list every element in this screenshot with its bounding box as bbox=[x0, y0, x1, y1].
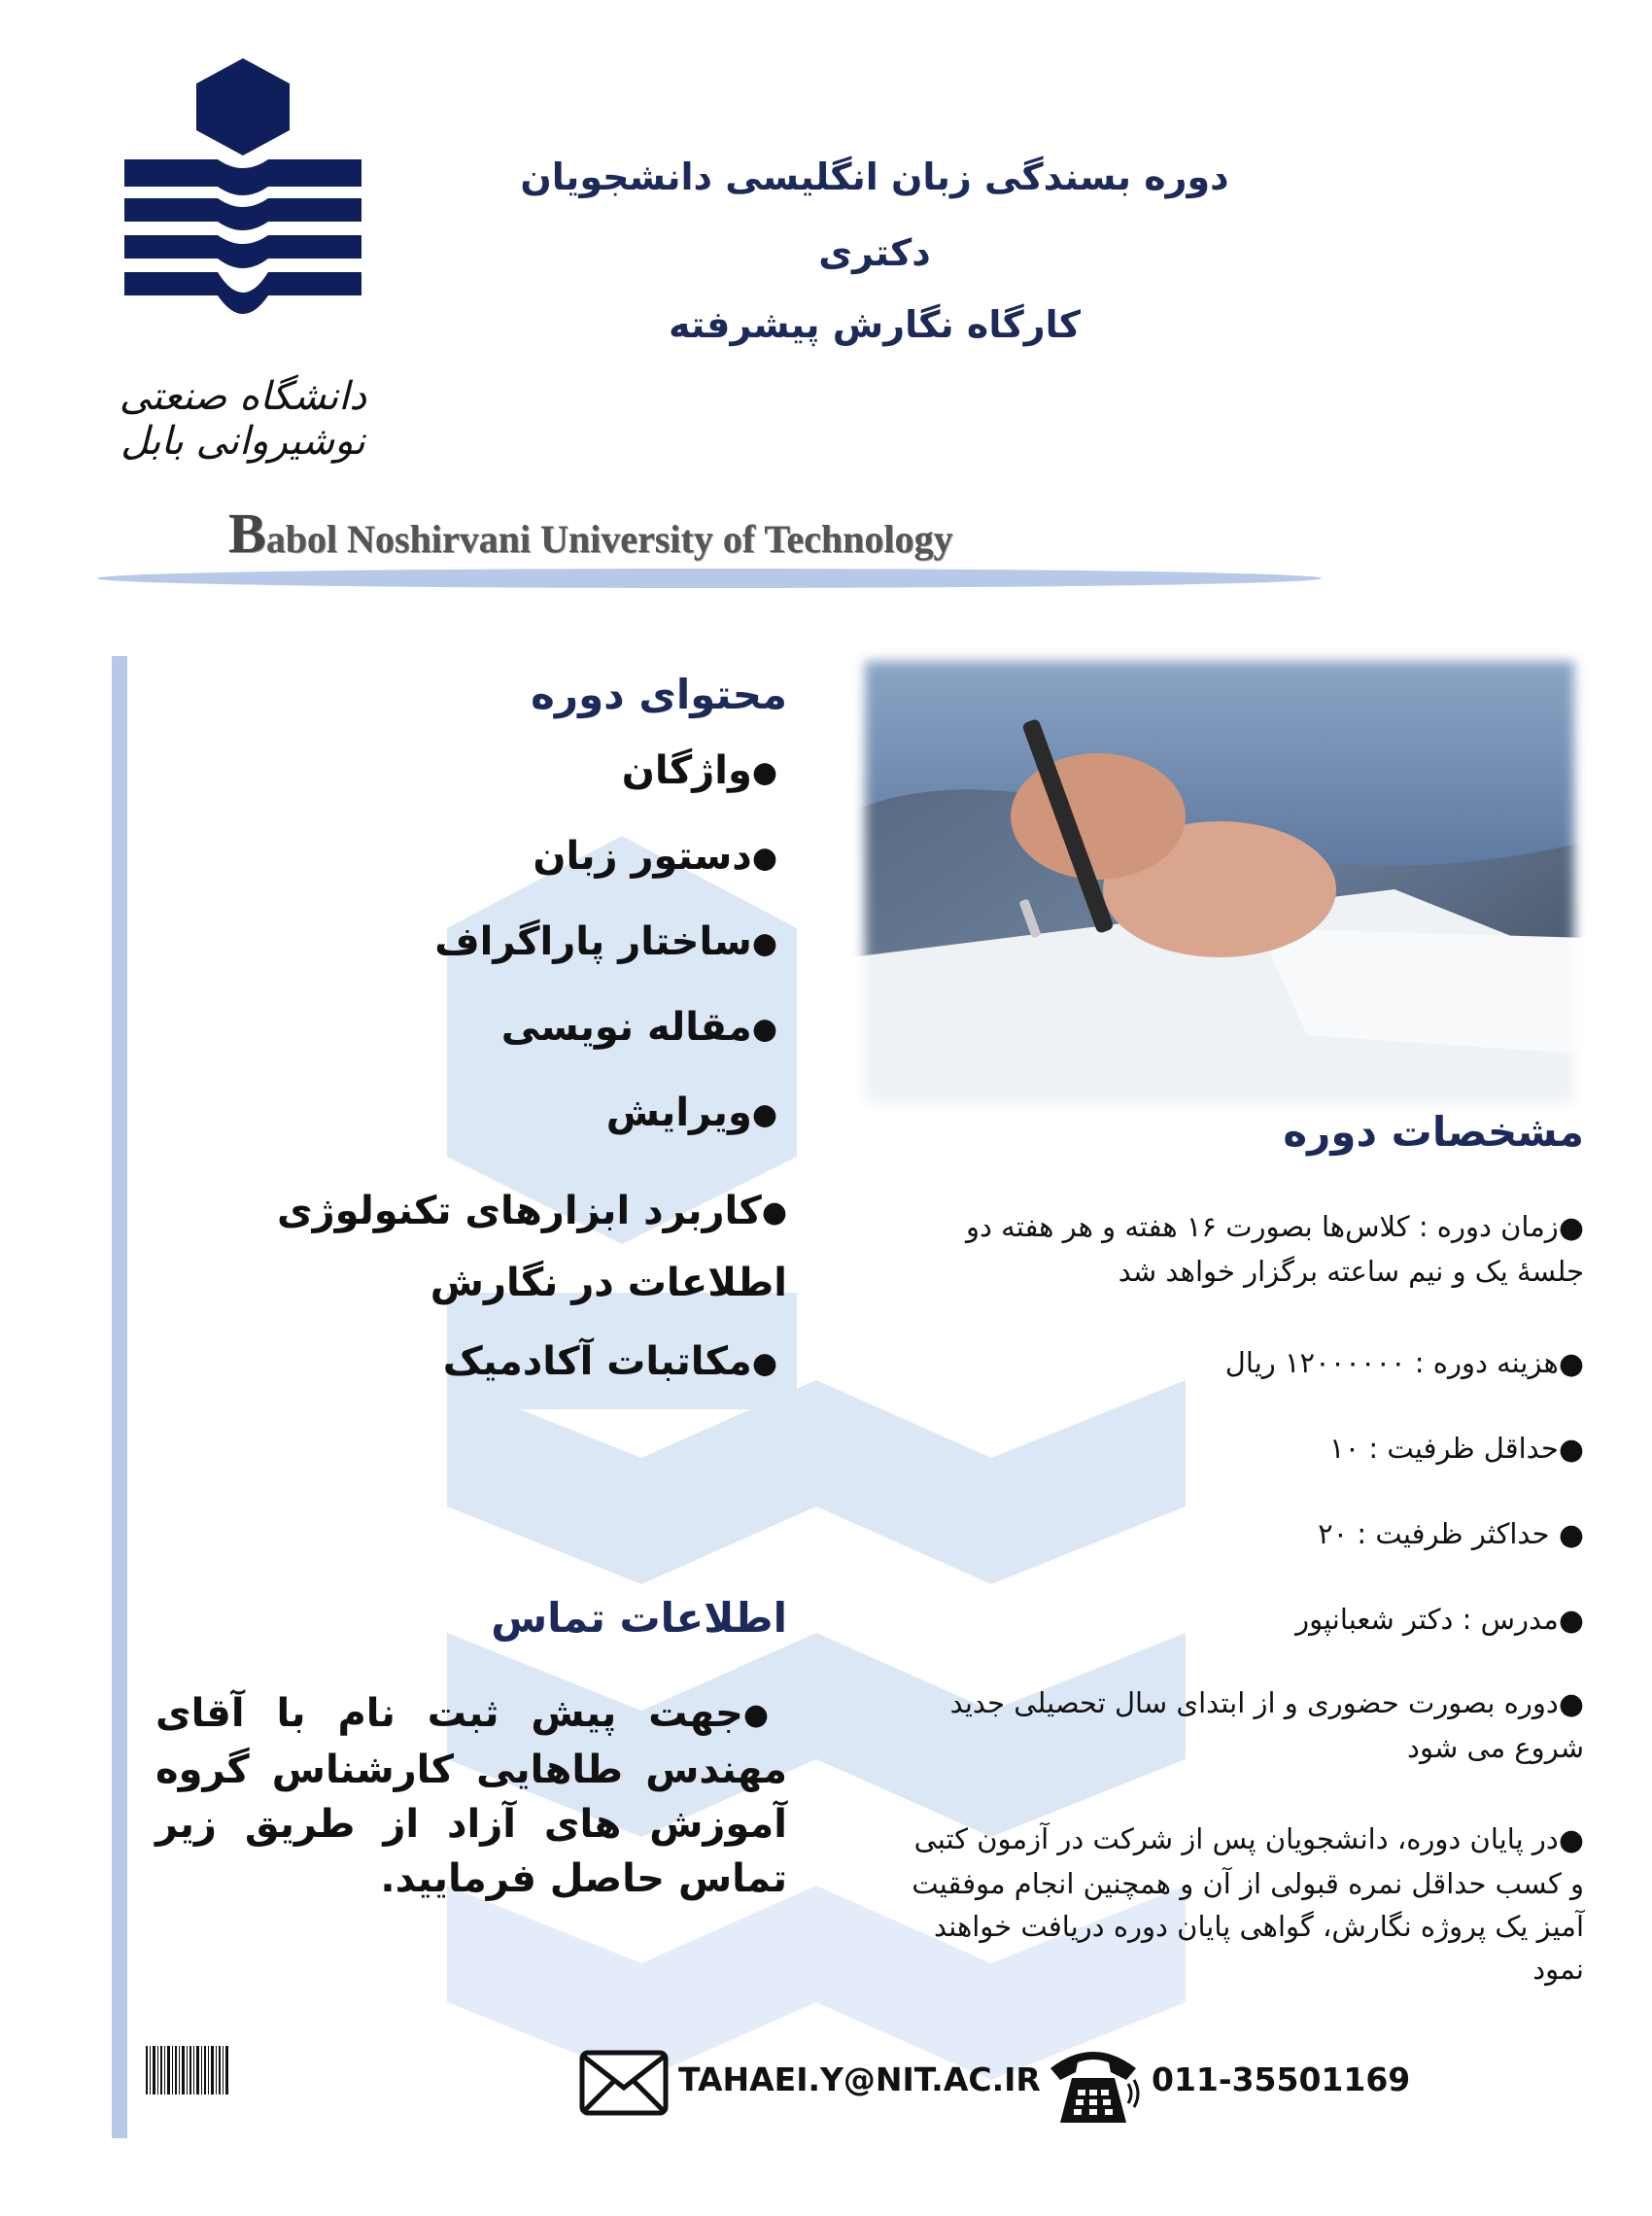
spec-item bbox=[1166, 1427, 1584, 1472]
contact-email[interactable]: TAHAEI.Y@NIT.AC.IR bbox=[678, 2060, 1041, 2098]
spec-item bbox=[933, 1681, 1584, 1769]
bullet-icon: ● bbox=[1558, 1604, 1584, 1638]
contact-info-label: جهت پیش ثبت نام با آقای مهندس طاهایی کارشناس گروه آموزش های آزاد از طریق زیر تماس حاصل فرمایید. bbox=[155, 1691, 787, 1901]
bullet-icon: ● bbox=[1558, 1433, 1584, 1467]
content-item bbox=[525, 1091, 777, 1135]
bullet-icon: ● bbox=[751, 841, 777, 876]
spec-item bbox=[894, 1818, 1584, 1991]
bullet-icon: ● bbox=[1558, 1211, 1584, 1245]
barcode-icon bbox=[146, 2046, 229, 2095]
content-item bbox=[486, 834, 777, 879]
spec-item bbox=[894, 1205, 1584, 1293]
course-title-line-3: کارگاه نگارش پیشرفته bbox=[669, 303, 1081, 346]
contact-info-text bbox=[155, 1686, 787, 1906]
bullet-icon: ● bbox=[751, 926, 777, 961]
content-item-label: واژگان bbox=[621, 748, 752, 793]
content-item bbox=[544, 748, 777, 793]
writing-hand-photo bbox=[850, 646, 1589, 1118]
bullet-icon: ● bbox=[1558, 1687, 1584, 1721]
contact-phone[interactable]: 011-35501169 bbox=[1152, 2060, 1411, 2098]
content-item-label: مقاله نویسی bbox=[500, 1005, 752, 1050]
bullet-icon: ● bbox=[1558, 1823, 1584, 1857]
bullet-icon: ● bbox=[742, 1698, 787, 1732]
spec-item-label: دوره بصورت حضوری و از ابتدای سال تحصیلی جدید شروع می شود bbox=[949, 1686, 1584, 1764]
header-divider bbox=[97, 564, 1322, 593]
bullet-icon: ● bbox=[1558, 1518, 1584, 1552]
bullet-icon: ● bbox=[1558, 1347, 1584, 1381]
spec-item-label: حداکثر ظرفیت : ۲۰ bbox=[1318, 1517, 1559, 1550]
spec-item-label: حداقل ظرفیت : ۱۰ bbox=[1329, 1432, 1559, 1465]
content-item-label: دستور زبان bbox=[533, 834, 752, 879]
content-item-label: ویرایش bbox=[605, 1091, 752, 1135]
left-accent-bar bbox=[112, 656, 127, 2138]
telephone-icon bbox=[1045, 2041, 1142, 2129]
university-english-initial: B bbox=[228, 502, 266, 565]
spec-item-label: در پایان دوره، دانشجویان پس از شرکت در آزمون کتبی و کسب حداقل نمره قبولی از آن و همچنین انجام موفقیت آمیز یک پروژه نگارش، گواهی پایان دوره دریافت خواهند نمود bbox=[912, 1822, 1584, 1986]
spec-item-label: زمان دوره : کلاس‌ها بصورت ۱۶ هفته و هر هفته دو جلسهٔ یک و نیم ساعته برگزار خواهد شد bbox=[966, 1210, 1584, 1288]
mail-icon bbox=[578, 2049, 670, 2117]
content-item bbox=[428, 919, 777, 964]
spec-item-label: مدرس : دکتر شعبانپور bbox=[1295, 1603, 1559, 1636]
bullet-icon: ● bbox=[751, 1346, 777, 1381]
spec-item bbox=[1069, 1341, 1584, 1386]
content-item bbox=[466, 1005, 777, 1050]
content-item bbox=[185, 1176, 787, 1318]
spec-item-label: هزینه دوره : ۱۲۰۰۰۰۰۰ ریال bbox=[1224, 1346, 1559, 1379]
bullet-icon: ● bbox=[751, 1097, 777, 1132]
content-item-label: ساختار پاراگراف bbox=[434, 919, 752, 964]
course-specs-heading: مشخصات دوره bbox=[1283, 1108, 1584, 1156]
content-item-label: کاربرد ابزارهای تکنولوژی اطلاعات در نگارش bbox=[276, 1189, 787, 1305]
spec-item bbox=[1166, 1598, 1584, 1643]
logo-persian-script: دانشگاه صنعتی نوشیروانی بابل bbox=[119, 374, 367, 464]
bullet-icon: ● bbox=[761, 1195, 787, 1229]
spec-item bbox=[1166, 1512, 1584, 1557]
bullet-icon: ● bbox=[751, 1012, 777, 1047]
course-title-line-2: دکتری bbox=[818, 231, 931, 274]
university-english-rest: abol Noshirvani University of Technology bbox=[265, 517, 953, 561]
content-item bbox=[428, 1339, 777, 1384]
content-item-label: مکاتبات آکادمیک bbox=[442, 1339, 752, 1384]
university-logo bbox=[117, 58, 369, 330]
university-english-name bbox=[228, 501, 952, 566]
contact-info-heading: اطلاعات تماس bbox=[491, 1594, 787, 1642]
course-title-line-1: دوره بسندگی زبان انگلیسی دانشجویان bbox=[520, 156, 1229, 198]
course-content-heading: محتوای دوره bbox=[531, 671, 787, 718]
bullet-icon: ● bbox=[751, 755, 777, 790]
